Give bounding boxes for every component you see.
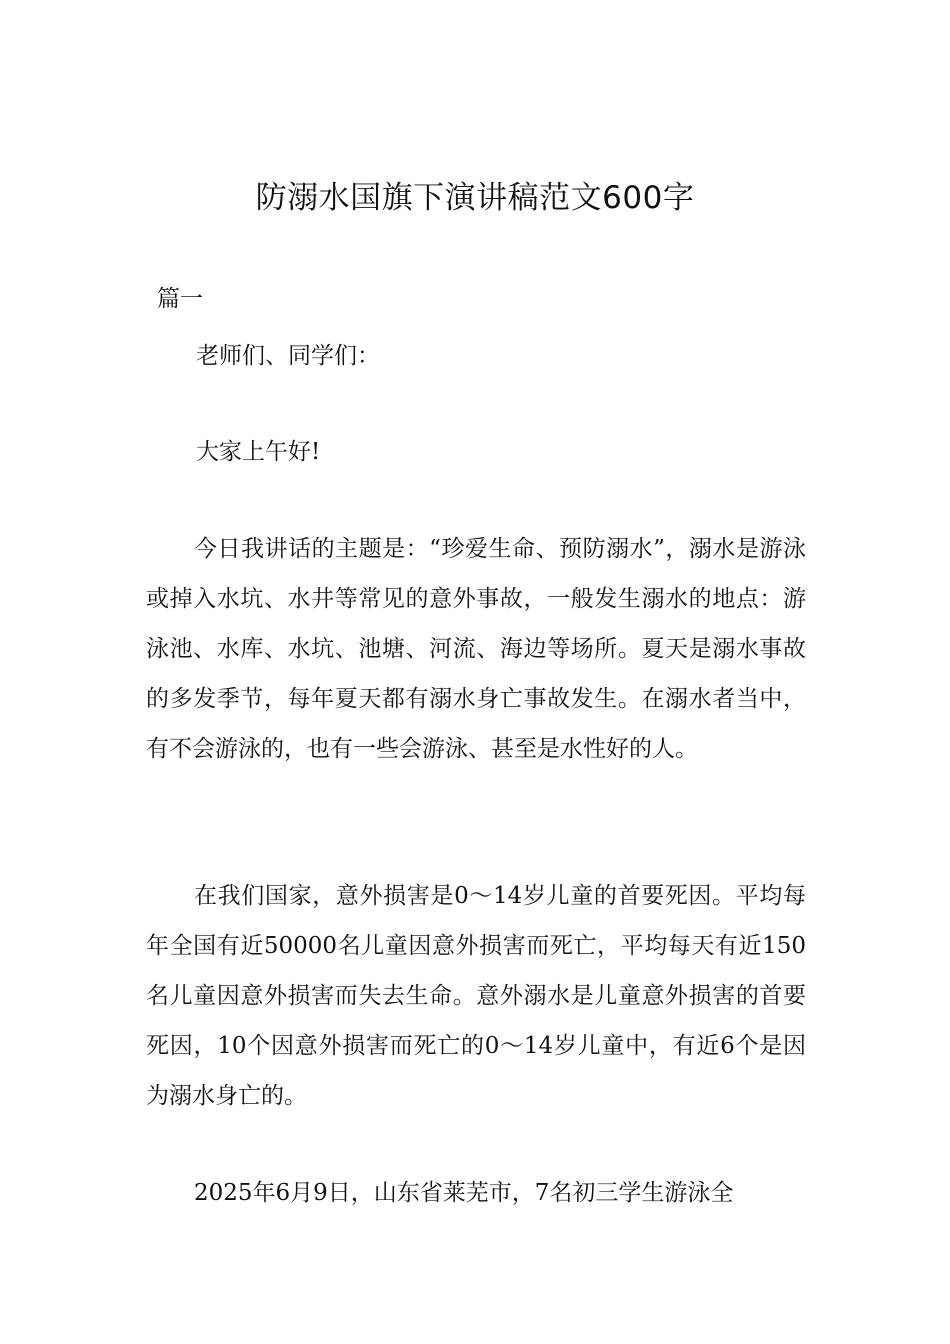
section-label: 篇一 [157,286,203,312]
body-paragraph: 2025年6月9日，山东省莱芜市，7名初三学生游泳全 [194,1180,734,1206]
document-title: 防溺水国旗下演讲稿范文600字 [255,180,695,216]
hello-line: 大家上午好! [196,439,321,465]
greeting-line: 老师们、同学们： [196,343,380,369]
body-paragraph: 今日我讲话的主题是：“珍爱生命、预防溺水”，溺水是游泳或掉入水坑、水井等常见的意外事故，一般发生溺水的地点：游泳池、水库、水坑、池塘、河流、海边等场所。夏天是溺水事故的多发季节，每年夏天都有溺水身亡事故发生。在溺水者当中，有不会游泳的，也有一些会游泳、甚至是水性好的人。 [146,536,806,762]
body-paragraph: 在我们国家，意外损害是0～14岁儿童的首要死因。平均每年全国有近50000名儿童因意外损害而死亡，平均每天有近150名儿童因意外损害而失去生命。意外溺水是儿童意外损害的首要死因，10个因意外损害而死亡的0～14岁儿童中，有近6个是因为溺水身亡的。 [146,883,806,1109]
